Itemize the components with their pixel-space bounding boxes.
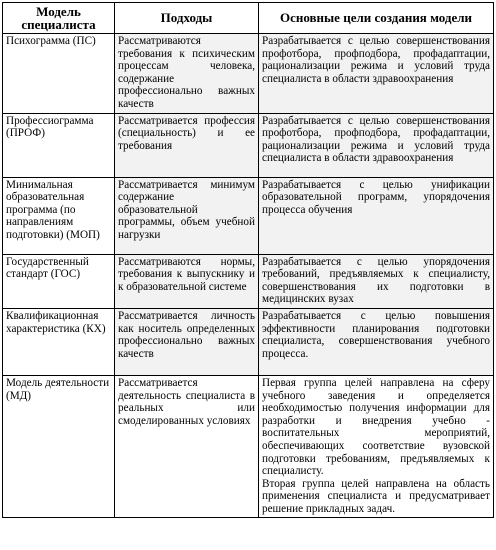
model-cell: Профессиограмма (ПРОФ)	[3, 113, 115, 177]
specialist-models-table	[2, 2, 494, 518]
header-approaches: Подходы	[115, 3, 259, 34]
goals-cell	[259, 177, 494, 254]
goal-paragraph: Разрабатывается с целью совершенствования профотбора, профподбора, профадаптации, рационализации режима и условий труда специалиста в области здравоохранения	[262, 114, 490, 165]
model-cell: Модель деятельности (МД)	[3, 375, 115, 518]
goal-paragraph: Первая группа целей направлена на сферу учебного заведения и определяется необходимостью получения информации для разработки и внедрения учебно - воспитательных мероприятий, обеспечивающих соответствие вузовской подготовки требованиям, предъявляемых к специалисту.	[262, 376, 490, 478]
goals-cell	[259, 308, 494, 375]
approach-cell: Рассматривается минимум содержание образовательной программы, объем учебной нагрузки	[115, 177, 259, 254]
table-row	[3, 34, 494, 114]
table-header-row	[3, 3, 494, 34]
table-row	[3, 177, 494, 254]
goals-cell	[259, 113, 494, 177]
table-row	[3, 254, 494, 308]
approach-cell: Рассматривается профессия (специальность) и ее требования	[115, 113, 259, 177]
approach-cell: Рассматриваются нормы, требования к выпускнику и к образовательной системе	[115, 254, 259, 308]
model-cell: Государственный стандарт (ГОС)	[3, 254, 115, 308]
model-cell: Психограмма (ПС)	[3, 34, 115, 114]
goal-paragraph: Вторая группа целей направлена на область применения специалиста и предусматривает решение прикладных задач.	[262, 477, 490, 515]
table-row	[3, 113, 494, 177]
goal-paragraph: Разрабатывается с целью совершенствования профотбора, профподбора, профадаптации, рационализации режима и условий труда специалиста в области здравоохранения	[262, 35, 490, 85]
model-cell: Минимальная образовательная программа (по направлениям подготовки) (МОП)	[3, 177, 115, 254]
header-goals: Основные цели создания модели	[259, 3, 494, 34]
goals-cell	[259, 254, 494, 308]
approach-cell: Рассматриваются требования к психическим процессам человека, содержание профессионально важных качеств	[115, 34, 259, 114]
goals-cell	[259, 375, 494, 518]
table-row	[3, 308, 494, 375]
goal-paragraph: Разрабатывается с целью унификации образовательной программ, упорядочения процесса обучения	[262, 178, 490, 216]
approach-cell: Рассматривается личность как носитель определенных профессионально важных качеств	[115, 308, 259, 375]
approach-cell: Рассматривается деятельность специалиста в реальных или смоделированных условиях	[115, 375, 259, 518]
table-row	[3, 375, 494, 518]
goal-paragraph: Разрабатывается с целью упорядочения требований, предъявляемых к специалисту, совершенствования их подготовки в медицинских вузах	[262, 255, 490, 306]
model-cell: Квалификационная характеристика (КХ)	[3, 308, 115, 375]
goal-paragraph: Разрабатывается с целью повышения эффективности планирования подготовки специалиста, совершенствования учебного процесса.	[262, 309, 490, 360]
goals-cell	[259, 34, 494, 114]
header-model: Модель специалиста	[3, 3, 115, 34]
